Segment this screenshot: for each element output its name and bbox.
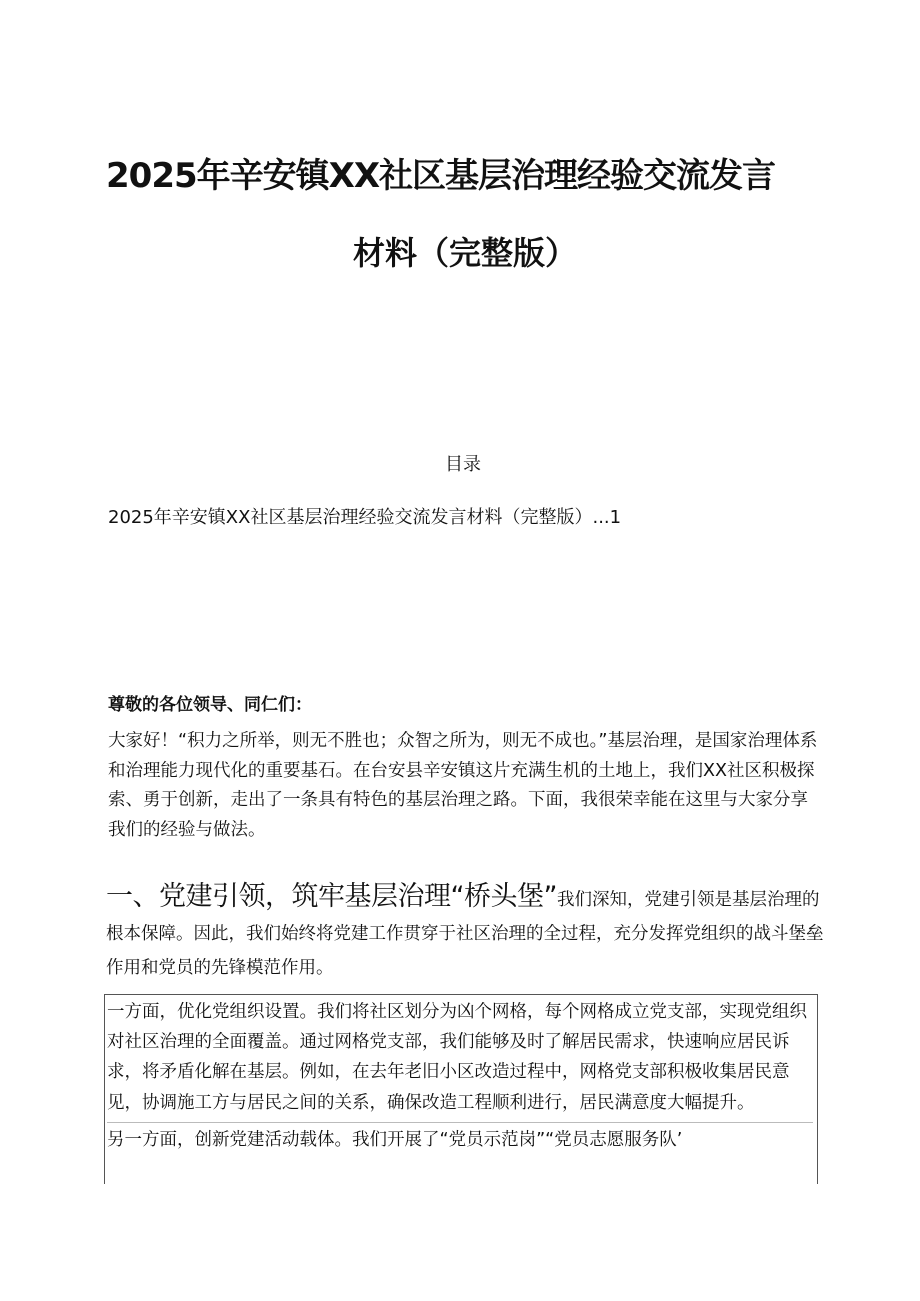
toc-heading: 目录 xyxy=(445,454,481,475)
document-title-line2: 材料（完整版） xyxy=(352,234,577,272)
boxed-text-region xyxy=(104,994,818,1184)
document-title-line1: 2025年辛安镇XX社区基层治理经验交流发言 xyxy=(106,156,776,196)
paragraph-party-activities: 另一方面，创新党建活动载体。我们开展了“党员示范岗”“党员志愿服务队’ xyxy=(107,1122,813,1155)
salutation: 尊敬的各位领导、同仁们： xyxy=(108,695,312,715)
section-1 xyxy=(106,880,826,985)
intro-paragraph: 大家好！“积力之所举，则无不胜也；众智之所为，则无不成也。”基层治理，是国家治理体系和治理能力现代化的重要基石。在台安县辛安镇这片充满生机的土地上，我们XX社区积极探索、勇于创新，走出了一条具有特色的基层治理之路。下面，我很荣幸能在这里与大家分享我们的经验与做法。 xyxy=(108,731,818,840)
section-1-heading: 一、党建引领，筑牢基层治理“桥头堡” xyxy=(106,881,557,912)
section-1-text: 我们深知，党建引领是基层治理的根本保障。因此，我们始终将党建工作贯穿于社区治理的全过程，充分发挥党组织的战斗堡垒作用和党员的先锋模范作用。 xyxy=(106,890,824,978)
toc-entry[interactable]: 2025年辛安镇XX社区基层治理经验交流发言材料（完整版）...1 xyxy=(108,507,622,528)
paragraph-party-organization: 一方面，优化党组织设置。我们将社区划分为凶个网格，每个网格成立党支部，实现党组织对社区治理的全面覆盖。通过网格党支部，我们能够及时了解居民需求，快速响应居民诉求，将矛盾化解在基层。例如，在去年老旧小区改造过程中，网格党支部积极收集居民意见，协调施工方与居民之间的关系，确保改造工程顺利进行，居民满意度大幅提升。 xyxy=(107,1002,807,1113)
